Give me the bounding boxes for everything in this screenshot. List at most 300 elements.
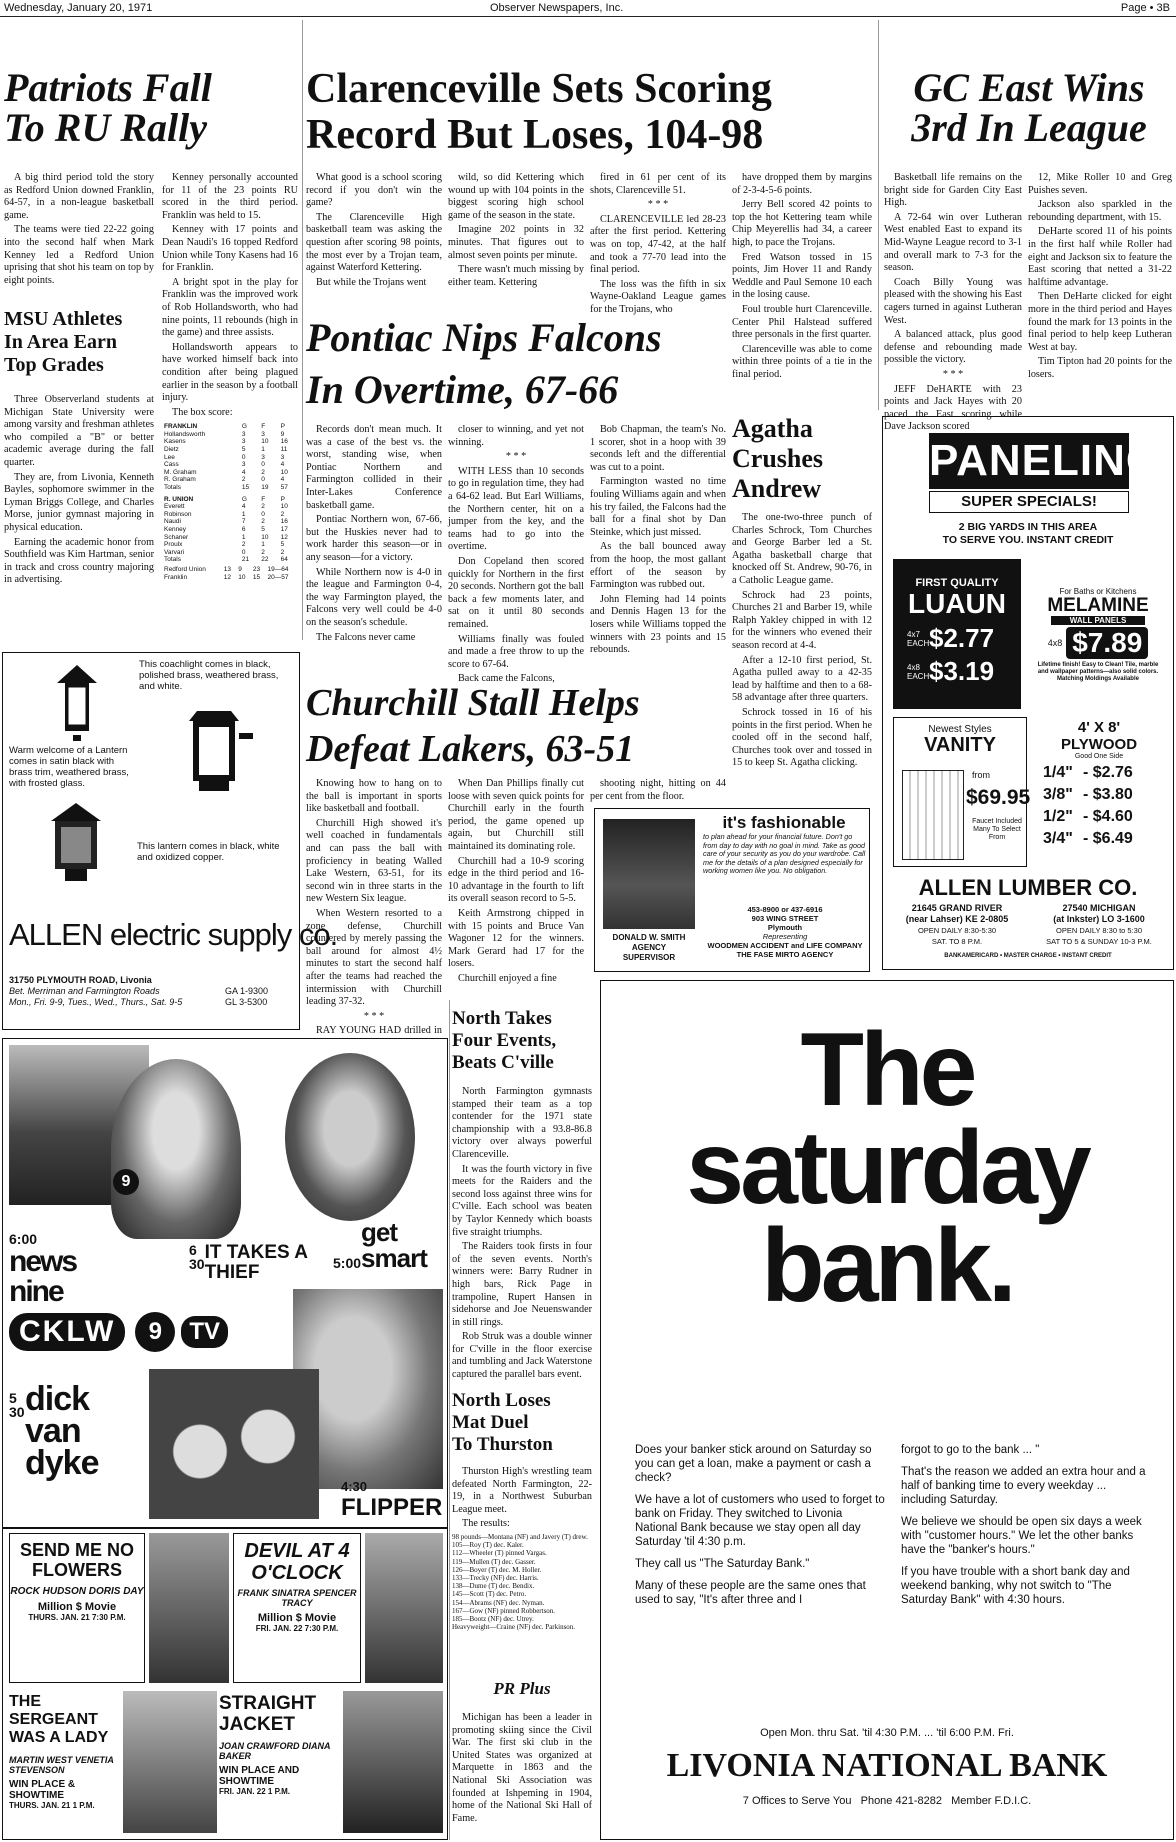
store2-hours: OPEN DAILY 8:30 to 5:30: [1055, 926, 1143, 935]
movie-tag: WIN PLACE & SHOWTIME: [9, 1779, 76, 1801]
article-paragraph: JEFF DeHARTE with 23 points and Jack Hayes with 20 paced the East scoring while Dave Jackson scored: [884, 383, 1022, 433]
northloses-headline-line1: North Loses: [452, 1390, 551, 1411]
box-stat: 6: [241, 526, 246, 533]
flipper-title: FLIPPER: [341, 1494, 443, 1521]
box-stat: 2: [261, 548, 265, 556]
plywood-box: [1033, 719, 1165, 867]
box-stat: 9: [280, 430, 285, 438]
box-player: Lee: [164, 453, 175, 461]
paneling-tagline: [883, 521, 1173, 547]
paneling-ad: [882, 416, 1174, 970]
melamine-price: $7.89: [1066, 627, 1148, 659]
box-stat: 10: [280, 468, 288, 476]
article-paragraph: The loss was the fifth in six Wayne-Oakland League games for the Trojans, who: [590, 278, 726, 315]
bank-paragraph: Does your banker stick around on Saturday so you can get a loan, make a payment or cash a check?: [635, 1444, 872, 1484]
article-paragraph: A bright spot in the play for Franklin was the improved work of Rob Hollandsworth, who had nine points, 11 rebounds (high in the game) and three assists.: [162, 276, 298, 339]
pontiac-col1: [306, 424, 442, 646]
patriots-col2: [162, 172, 298, 581]
wrestling-result: 112—Wheeler (T) pinned Vargas.: [452, 1549, 547, 1558]
movie-title: STRAIGHT JACKET: [219, 1693, 317, 1735]
clarenceville-col1: [306, 172, 442, 291]
thief-star-photo: [111, 1059, 241, 1239]
box-team: FRANKLIN: [164, 423, 198, 431]
movie2-photo: [365, 1533, 443, 1683]
bank-headline-1: The: [800, 1012, 974, 1128]
northtakes-headline-line1: North Takes: [452, 1008, 552, 1029]
article-paragraph: shooting night, hitting on 44 per cent from the floor.: [590, 778, 726, 802]
channel9-logo-icon: 9: [135, 1312, 175, 1352]
allen-electric-between: Bet. Merriman and Farmington Roads: [9, 986, 160, 996]
quarter-score: 10: [238, 573, 246, 581]
box-stat: 2: [280, 510, 285, 518]
paneling-tagline-1: 2 BIG YARDS IN THIS AREA: [958, 521, 1098, 533]
box-player: Hollandsworth: [164, 430, 206, 438]
northtakes-headline: [452, 1008, 592, 1074]
pontiac-headline: [306, 312, 706, 416]
fashionable-body: to plan ahead for your financial future. Don't go from day to day with no goal in mind. Take as good care of your security as you do your wardrobe. Call me for the details of a plan designed especially for working women like you. No obligation.: [703, 832, 866, 876]
pontiac-headline-line2: In Overtime, 67-66: [306, 367, 619, 412]
article-paragraph: wild, so did Kettering which wound up with 104 points in the biggest scoring high school game of the season in the state.: [448, 172, 584, 221]
article-paragraph: Jackson also sparkled in the rebounding department, with 15.: [1028, 199, 1172, 223]
bank-headline: [601, 1012, 1173, 1324]
quarter-score: 12: [223, 573, 231, 581]
box-stat: 1: [241, 533, 246, 541]
bank-paragraph: forgot to go to the bank ... ": [901, 1444, 1040, 1456]
article-paragraph: Schrock tossed in 16 of his points in the first period. When he cooled off in the second half, Churches took over and tossed in 15 to keep St. Agatha clicking.: [732, 706, 872, 769]
agent-photo: [603, 819, 695, 929]
quarter-score: 15: [252, 573, 261, 581]
box-stat: 7: [241, 518, 246, 526]
wrestling-result: 154—Abrams (NF) dec. Nyman.: [452, 1598, 545, 1607]
msu-headline-line2: In Area Earn: [4, 331, 117, 353]
melamine-size: 4x8: [1047, 638, 1063, 648]
clarenceville-headline-line1: Clarenceville Sets Scoring: [306, 66, 772, 112]
box-stat: 0: [241, 453, 246, 461]
northtakes-headline-line2: Four Events,: [452, 1030, 557, 1051]
box-stat: 21: [241, 556, 250, 564]
article-paragraph: Knowing how to hang on to the ball is important in sports like basketball and football.: [306, 778, 442, 815]
allen-electric-phone: GA 1-9300: [225, 986, 269, 996]
section-break: * * *: [505, 451, 527, 463]
article-paragraph: When Western resorted to a zone defense, Churchill countered by merely passing the ball around for almost 4½ minutes to start the second half after the teams had reached the intermission with Churchill leading 37-32.: [306, 907, 442, 1008]
allen-electric-phone: GL 3-5300: [225, 997, 268, 1007]
smart-title: get smart: [361, 1217, 427, 1273]
article-paragraph: Kenney with 17 points and Dean Naudi's 16 topped Redford Union while Tony Kasens had 16 for Franklin.: [162, 224, 298, 274]
article-paragraph: Foul trouble hurt Clarenceville. Center Phil Halstead suffered three personals in the first quarter.: [732, 303, 872, 341]
movie-date: THURS. JAN. 21 7:30 P.M.: [28, 1613, 126, 1622]
box-stat: 4: [280, 476, 285, 484]
movie1-photo: [149, 1533, 229, 1683]
article-paragraph: The one-two-three punch of Charles Schrock, Tom Churches and George Barber led a St. Agatha basketball charge that knocked off St. Andrew, 90-76, in a Catholic League game.: [732, 512, 872, 586]
wrestling-result: 105—Roy (T) dec. Kaler.: [452, 1541, 524, 1550]
box-stat: 11: [280, 446, 288, 454]
plywood-price: - $3.80: [1083, 786, 1133, 803]
article-paragraph: After a 12-10 first period, St. Agatha pulled away to a 42-35 lead by halftime and then to a 68-58 advantage after three quarters.: [732, 654, 872, 704]
article-paragraph: Three Observerland students at Michigan State University were among varsity and freshman athletes who compiled a "B" or better academic average during the fall quarter.: [4, 394, 154, 468]
box-player: Naudi: [164, 518, 181, 526]
fashionable-contact: [703, 905, 867, 959]
bank-paragraph: That's the reason we added an extra hour and a half of banking time to every weekday ... including Saturday.: [901, 1466, 1146, 1506]
page-number: Page • 3B: [1120, 2, 1170, 14]
agent-title: AGENCY: [631, 943, 667, 952]
column-rule: [302, 20, 303, 640]
fashionable-rep: Representing: [762, 932, 808, 941]
plywood-title: PLYWOOD: [1060, 736, 1138, 753]
coachlight-illustration: [37, 661, 117, 743]
box-stat: 0: [241, 548, 246, 556]
vanity-title: VANITY: [924, 734, 996, 756]
quarter-team: Franklin: [164, 573, 188, 581]
dvd-block: [9, 1380, 149, 1482]
agatha-headline-line2: Crushes: [732, 444, 824, 473]
article-paragraph: Kenney personally accounted for 11 of the 23 points RU scored in the third period. Franklin was held to 15.: [162, 172, 298, 221]
patriots-headline: [4, 65, 294, 150]
plywood-price: - $2.76: [1083, 764, 1133, 781]
prplus-body: [452, 1712, 592, 1827]
msu-headline-line1: MSU Athletes: [4, 308, 123, 330]
allen-electric-address: 31750 PLYMOUTH ROAD, Livonia: [9, 975, 152, 985]
store2-phone: (at Inkster) LO 3-1600: [1053, 914, 1145, 924]
fashionable-city: Plymouth: [767, 923, 803, 932]
paneling-title: PANELING: [929, 433, 1129, 489]
channel9-icon: 9: [113, 1169, 139, 1195]
paneling-tagline-2: TO SERVE YOU. INSTANT CREDIT: [942, 534, 1114, 546]
article-paragraph: Fred Watson tossed in 15 points, Jim Hover 11 and Randy Weddle and Paul Semone 10 each in the losing cause.: [732, 251, 872, 301]
churchill-col1: [306, 778, 442, 1078]
allen-electric-hours: Mon., Fri. 9-9, Tues., Wed., Thurs., Sat. 9-5: [9, 997, 183, 1007]
luaun-size: 4x8 EACH: [907, 662, 930, 681]
dvd-time: 5 30: [9, 1390, 25, 1420]
article-paragraph: Bob Chapman, the team's No. 1 scorer, shot in a hoop with 39 seconds left and the differential was cut to a point.: [590, 424, 726, 473]
store2-hours: SAT TO 5 & SUNDAY 10-3 P.M.: [1046, 937, 1152, 946]
article-paragraph: Then DeHarte clicked for eight more in the third period and Hayes found the mark for 13 points in the final period to help keep Lutheran West at bay.: [1028, 291, 1172, 353]
article-paragraph: But while the Trojans went: [316, 276, 427, 288]
box-stat: 10: [261, 438, 269, 446]
section-break: * * *: [647, 199, 669, 211]
bank-paragraph: They call us "The Saturday Bank.": [635, 1558, 810, 1570]
article-paragraph: A big third period told the story as Redford Union downed Franklin, 64-57, in a non-league basketball game.: [4, 172, 154, 221]
thief-block: [189, 1243, 309, 1283]
msu-headline: [4, 308, 154, 377]
column-rule: [878, 20, 879, 410]
movie-cast: FRANK SINATRA SPENCER TRACY: [237, 1588, 357, 1608]
northloses-body: [452, 1466, 592, 1631]
plywood-thickness: 1/2": [1043, 808, 1073, 825]
article-paragraph: North Farmington gymnasts stamped their team as a top contender for the 1971 state championship with a 93.8-86.8 victory over always powerful Clarenceville.: [452, 1086, 592, 1160]
agatha-headline-line1: Agatha: [732, 414, 813, 443]
article-paragraph: Michigan has been a leader in promoting skiing since the Civil War. The first ski club in the United States was organized at Marquette in 1863 and the National Ski Association was founded at Ishpeming in 1904, home of the National Ski Hall of Fame.: [452, 1712, 592, 1824]
bank-paragraph: We believe we should be open six days a week with "customer hours." We let the other banks have the "banker's hours.": [901, 1516, 1142, 1556]
gceast-col2: [1028, 172, 1172, 384]
issue-date: Wednesday, January 20, 1971: [4, 2, 153, 14]
movie-title: THE SERGEANT WAS A LADY: [9, 1693, 109, 1746]
box-player: M. Graham: [164, 468, 197, 476]
box-stat: 4: [280, 461, 285, 469]
allen-electric-logo: ALLEN electric supply co.: [9, 917, 338, 952]
vanity-price: $69.95: [966, 786, 1031, 809]
box-stat: 5: [280, 541, 285, 549]
wrestling-result: Heavyweight—Craine (NF) dec. Parkinson.: [452, 1623, 576, 1632]
box-stat: 1: [261, 446, 265, 454]
wrestling-result: 185—Bootz (NF) dec. Utrey.: [452, 1615, 534, 1623]
fashionable-phones: 453-8900 or 437-6916: [747, 905, 823, 914]
clarenceville-col4: [732, 172, 872, 384]
melamine-box: [1031, 559, 1165, 709]
article-paragraph: Schrock had 23 points, Churches 21 and Barber 19, while Ralph Yakley chipped in with 12 for the winners who evened their season record at 4-4.: [732, 589, 872, 651]
movie-date: THURS. JAN. 21 1 P.M.: [9, 1801, 95, 1810]
movie-title: SEND ME NO FLOWERS: [19, 1540, 134, 1580]
patriots-headline-line2: To RU Rally: [4, 105, 207, 150]
article-paragraph: The teams were tied 22-22 going into the second half when Mark Kenney led a Redford Union uprising that shot his team on top by eight points.: [4, 224, 154, 286]
box-stat: 0: [261, 461, 265, 469]
article-paragraph: WITH LESS than 10 seconds to go in regulation time, they had a 64-62 lead. But Earl Williams, the Northern center, hit on a jumper from the key, and the teams had to go into the overtime.: [448, 465, 584, 553]
box-stat: 19: [261, 484, 269, 492]
vanity-tag: Newest Styles: [928, 724, 992, 735]
churchill-col3: [590, 778, 726, 805]
quarter-score: 9: [238, 565, 242, 573]
flipper-time: 4:30: [341, 1479, 368, 1494]
fashionable-title: it's fashionable: [722, 813, 846, 832]
agatha-headline-line3: Andrew: [732, 474, 822, 503]
tv-divider: [3, 1527, 447, 1529]
churchill-col2: [448, 778, 584, 988]
article-paragraph: DeHarte scored 11 of his points in the first half while Roller had eight and Jackson six to feature the East scoring that netted a 31-22 halftime advantage.: [1028, 226, 1172, 288]
wrestling-result: 145—Scott (T) dec. Petro.: [452, 1590, 527, 1599]
cklw-tv: TV: [181, 1316, 228, 1348]
box-player: Everett: [164, 503, 185, 511]
luaun-price: $2.77: [929, 623, 995, 653]
wrestling-result: 167—Gow (NF) pinned Robbertson.: [452, 1606, 556, 1615]
plywood-thickness: 3/8": [1043, 786, 1073, 803]
article-paragraph: Don Copeland then scored quickly for Northern in the first 20 seconds. Northern got the ball back a few moments later, and sat on it until 80 seconds remained.: [448, 555, 584, 630]
box-stat: 1: [241, 510, 246, 518]
article-paragraph: Back came the Falcons,: [458, 673, 555, 685]
article-paragraph: Thurston High's wrestling team defeated North Farmington, 22-19, in a Northwest Suburban League meet.: [452, 1466, 592, 1515]
thief-time: 6 30: [189, 1242, 205, 1272]
box-player: Totals: [164, 484, 181, 492]
article-paragraph: The results:: [462, 1518, 510, 1530]
movie-cast: ROCK HUDSON DORIS DAY: [10, 1586, 144, 1597]
store1-address: 21645 GRAND RIVER: [911, 903, 1003, 913]
bank-footer: 7 Offices to Serve You Phone 421-8282 Member F.D.I.C.: [742, 1795, 1032, 1807]
agent-name: DONALD W. SMITH: [612, 933, 686, 942]
wrestling-result: 98 pounds—Montana (NF) and Javery (T) drew.: [452, 1532, 588, 1541]
clarenceville-headline: [306, 66, 876, 158]
box-col-head: P: [280, 423, 285, 431]
bank-paragraph: Many of these people are the same ones that used to say, "It's after three and I: [635, 1580, 866, 1606]
lantern-caption-2: This lantern comes in black, white and oxidized copper.: [137, 841, 280, 863]
article-paragraph: The Raiders took firsts in four of the seven events. North's winners were: Barry Rudner in high bars, Rick Page in trampoline, Rupert Hansen in sidehorse and Joe Neuenswander in still rings.: [452, 1241, 592, 1328]
agatha-headline: [732, 414, 872, 504]
article-paragraph: A 72-64 win over Lutheran West enabled East to expand its Mid-Wayne League record to 3-1 and overall mark to 7-3 for the season.: [884, 211, 1022, 274]
wrestling-result: 133—Trecky (NF) dec. Harris.: [452, 1573, 539, 1582]
article-paragraph: While Northern now is 4-0 in the league and Farmington 0-4, the way Farmington played, the Falcons very well could be 4-0 on the season's schedule.: [306, 566, 442, 628]
movie-date: FRI. JAN. 22 7:30 P.M.: [255, 1624, 339, 1633]
store1-hours: OPEN DAILY 8:30-5:30: [917, 926, 997, 935]
gceast-headline-line1: GC East Wins: [913, 65, 1145, 110]
cklw-ad: [2, 1038, 448, 1840]
article-paragraph: Churchill enjoyed a fine: [458, 972, 557, 984]
column-rule: [449, 1000, 450, 1840]
article-paragraph: When Dan Phillips finally cut loose with seven quick points for Churchill early in the fourth period, the game opened up again, but Churchill still maintained its dominating role.: [448, 778, 584, 852]
quarter-score: 13: [223, 565, 231, 573]
plywood-price: - $6.49: [1083, 830, 1133, 847]
bank-hours: Open Mon. thru Sat. 'til 4:30 P.M. ... 'til 6:00 P.M. Fri.: [760, 1727, 1014, 1739]
clarenceville-col2: [448, 172, 584, 291]
saturday-bank-ad: [600, 980, 1174, 1840]
vanity-box: [893, 717, 1031, 867]
paneling-cards: BANKAMERICARD • MASTER CHARGE • INSTANT CREDIT: [944, 953, 1112, 959]
quarter-score: 23: [252, 565, 261, 573]
gceast-headline-line2: 3rd In League: [911, 105, 1147, 150]
plywood-size: 4' X 8': [1077, 719, 1121, 736]
box-stat: 22: [261, 556, 269, 564]
lantern-illustration: [169, 703, 259, 803]
article-paragraph: John Fleming had 14 points and Dennis Hagen 13 for the losers while Williams topped the winners with 23 points and 15 rebounds.: [590, 593, 726, 656]
quarter-team: Redford Union: [164, 565, 206, 573]
box-stat: 0: [261, 476, 265, 484]
article-paragraph: Earning the academic honor from Southfield was Kim Hartman, senior in track and cross country majoring in advertising.: [4, 536, 154, 586]
msu-body: [4, 394, 154, 589]
patriots-headline-line1: Patriots Fall: [4, 65, 212, 110]
box-stat: 2: [241, 476, 246, 484]
article-paragraph: Churchill High showed it's well coached in fundamentals and can pass the ball with proficiency in beating Walled Lake Western, 63-51, for its second win in three starts in the new Western Six league.: [306, 817, 442, 905]
wrestling-result: 126—Boyer (T) dec. M. Holler.: [452, 1565, 542, 1574]
wrestling-result: 119—Mullen (T) dec. Gasser.: [452, 1557, 536, 1566]
allen-lumber-store2: [1029, 903, 1169, 947]
article-paragraph: What good is a school scoring record if you don't win the game?: [306, 172, 442, 209]
article-paragraph: Records don't mean much. It was a case of the best vs. the worst, standing wise, when Pontiac Northern and Farmington collided in their Inter-Lakes Conference basketball game.: [306, 424, 442, 511]
news-time: 6:00: [9, 1231, 38, 1247]
dvd-title-2: van: [25, 1412, 81, 1450]
box-stat: 2: [261, 468, 265, 476]
box-score: [162, 423, 298, 564]
article-paragraph: Churchill had a 10-9 scoring edge in the third period and 16-10 advantage in the fourth to lift its overall season record to 5-5.: [448, 855, 584, 905]
quarter-score: 20—57: [267, 573, 289, 581]
paneling-subtitle: SUPER SPECIALS!: [929, 491, 1129, 513]
movie-devil-at-4: [233, 1533, 361, 1683]
allen-lumber-store1: [887, 903, 1027, 947]
allen-electric-ad: [2, 652, 338, 1030]
churchill-headline-line2: Defeat Lakers, 63-51: [306, 728, 635, 770]
thief-title: IT TAKES A THIEF: [204, 1242, 308, 1283]
box-stat: 2: [261, 518, 265, 526]
box-stat: 3: [241, 438, 246, 446]
box-stat: 16: [280, 518, 288, 526]
allen-electric-phones: [225, 986, 295, 1008]
movie-title: DEVIL AT 4 O'CLOCK: [244, 1540, 350, 1584]
box-stat: 0: [261, 510, 265, 518]
dvd-title-1: dick: [25, 1380, 90, 1418]
box-col-head: F: [261, 423, 266, 431]
smart-star-photo: [285, 1053, 415, 1221]
article-paragraph: A balanced attack, plus good defense and rebounding made possible the victory.: [884, 329, 1022, 366]
article-paragraph: There wasn't much missing by either team. Kettering: [448, 264, 584, 288]
luaun-box: [893, 559, 1021, 709]
box-stat: 1: [261, 541, 265, 549]
box-stat: 57: [280, 484, 288, 492]
box-stat: 64: [280, 556, 288, 564]
bank-headline-2: saturday: [686, 1110, 1088, 1226]
box-player: Totals: [164, 556, 181, 564]
box-stat: 2: [261, 503, 265, 511]
melamine-title: MELAMINE: [1047, 595, 1149, 616]
movie4-photo: [343, 1691, 443, 1833]
vanity-illustration: [902, 770, 964, 860]
box-player: Varvari: [164, 548, 185, 556]
article-paragraph: closer to winning, and yet not winning.: [448, 424, 584, 448]
movie-cast: JOAN CRAWFORD DIANA BAKER: [219, 1741, 331, 1761]
box-stat: 10: [261, 533, 269, 541]
article-paragraph: Pontiac Northern won, 67-66, but the Huskies never had to work harder this season—or in any season—for a victory.: [306, 514, 442, 563]
box-player: Proulx: [164, 541, 183, 549]
msu-headline-line3: Top Grades: [4, 354, 104, 376]
article-paragraph: Hollandsworth appears to have worked himself back into condition after being plagued earlier in the season by a football injury.: [162, 341, 298, 404]
box-stat: 5: [241, 446, 246, 454]
box-stat: 5: [261, 526, 265, 533]
news-nine-block: [9, 1231, 109, 1307]
store1-hours: SAT. TO 8 P.M.: [931, 937, 983, 946]
prplus-headline: PR Plus: [493, 1679, 551, 1698]
article-paragraph: Williams finally was fouled and made a free throw to up the score to 67-64.: [448, 633, 584, 670]
movie-cast: MARTIN WEST VENETIA STEVENSON: [9, 1755, 114, 1775]
article-paragraph: The Falcons never came: [316, 631, 416, 643]
bank-paragraph: We have a lot of customers who used to forget to bank on Friday. They switched to Livonia National Bank because we stay open all day Saturday 'til 4:30 p.m.: [635, 1494, 885, 1548]
quarter-score: 19—64: [267, 565, 289, 573]
agatha-body: [732, 512, 872, 772]
luaun-price: $3.19: [929, 656, 995, 686]
movie-straight-jacket: [219, 1687, 359, 1835]
box-stat: 2: [280, 548, 285, 556]
movie-tag: WIN PLACE AND SHOWTIME: [219, 1765, 300, 1787]
fashionable-company: WOODMEN ACCIDENT and LIFE COMPANY: [707, 941, 863, 950]
box-player: R. Graham: [164, 476, 196, 484]
flipper-block: [341, 1479, 441, 1522]
box-stat: 3: [280, 453, 285, 461]
article-paragraph: CLARENCEVILLE led 28-23 after the first period. Kettering was on top, 47-42, at the half and took a 77-70 lead into the final period.: [590, 213, 726, 276]
fashionable-office: THE FASE MIRTO AGENCY: [736, 950, 834, 959]
fashionable-ad: [594, 808, 870, 972]
box-stat: 3: [241, 461, 246, 469]
box-stat: 3: [241, 430, 246, 438]
churchill-headline: [306, 680, 736, 772]
black-lantern-illustration: [43, 801, 109, 885]
box-stat: 4: [241, 503, 246, 511]
article-paragraph: As the ball bounced away from the hoop, the most gallant effort of the season by Farmington was rubbed out.: [590, 541, 726, 591]
plywood-thickness: 3/4": [1043, 830, 1073, 847]
box-col-head: P: [280, 495, 285, 503]
article-paragraph: Clarenceville was able to come within three points of a tie in the final period.: [732, 343, 872, 380]
luaun-title: LUAUN: [908, 588, 1006, 619]
cklw-letters: CKLW: [9, 1313, 125, 1351]
box-player: Schaner: [164, 533, 189, 541]
lantern-caption: Warm welcome of a Lantern comes in satin black with brass trim, weathered brass, with frosted glass.: [9, 745, 129, 789]
bank-paragraph: If you have trouble with a short bank day and weekend banking, why not switch to "The Saturday Bank" with 4:30 hours.: [901, 1566, 1130, 1606]
box-player: Kasens: [164, 438, 186, 446]
movie-tag: Million $ Movie: [37, 1601, 117, 1613]
vanity-from: from: [972, 770, 990, 780]
section-break: * * *: [363, 1010, 385, 1022]
section-break: * * *: [942, 368, 964, 380]
box-player: Dietz: [164, 446, 179, 454]
movie-tag: Million $ Movie: [257, 1612, 337, 1624]
box-col-head: F: [261, 495, 266, 503]
box-stat: 16: [280, 438, 288, 446]
allen-lumber-name: ALLEN LUMBER CO.: [918, 875, 1138, 900]
northloses-headline: [452, 1390, 592, 1456]
box-stat: 17: [280, 526, 288, 533]
plywood-prices: [1033, 762, 1165, 850]
